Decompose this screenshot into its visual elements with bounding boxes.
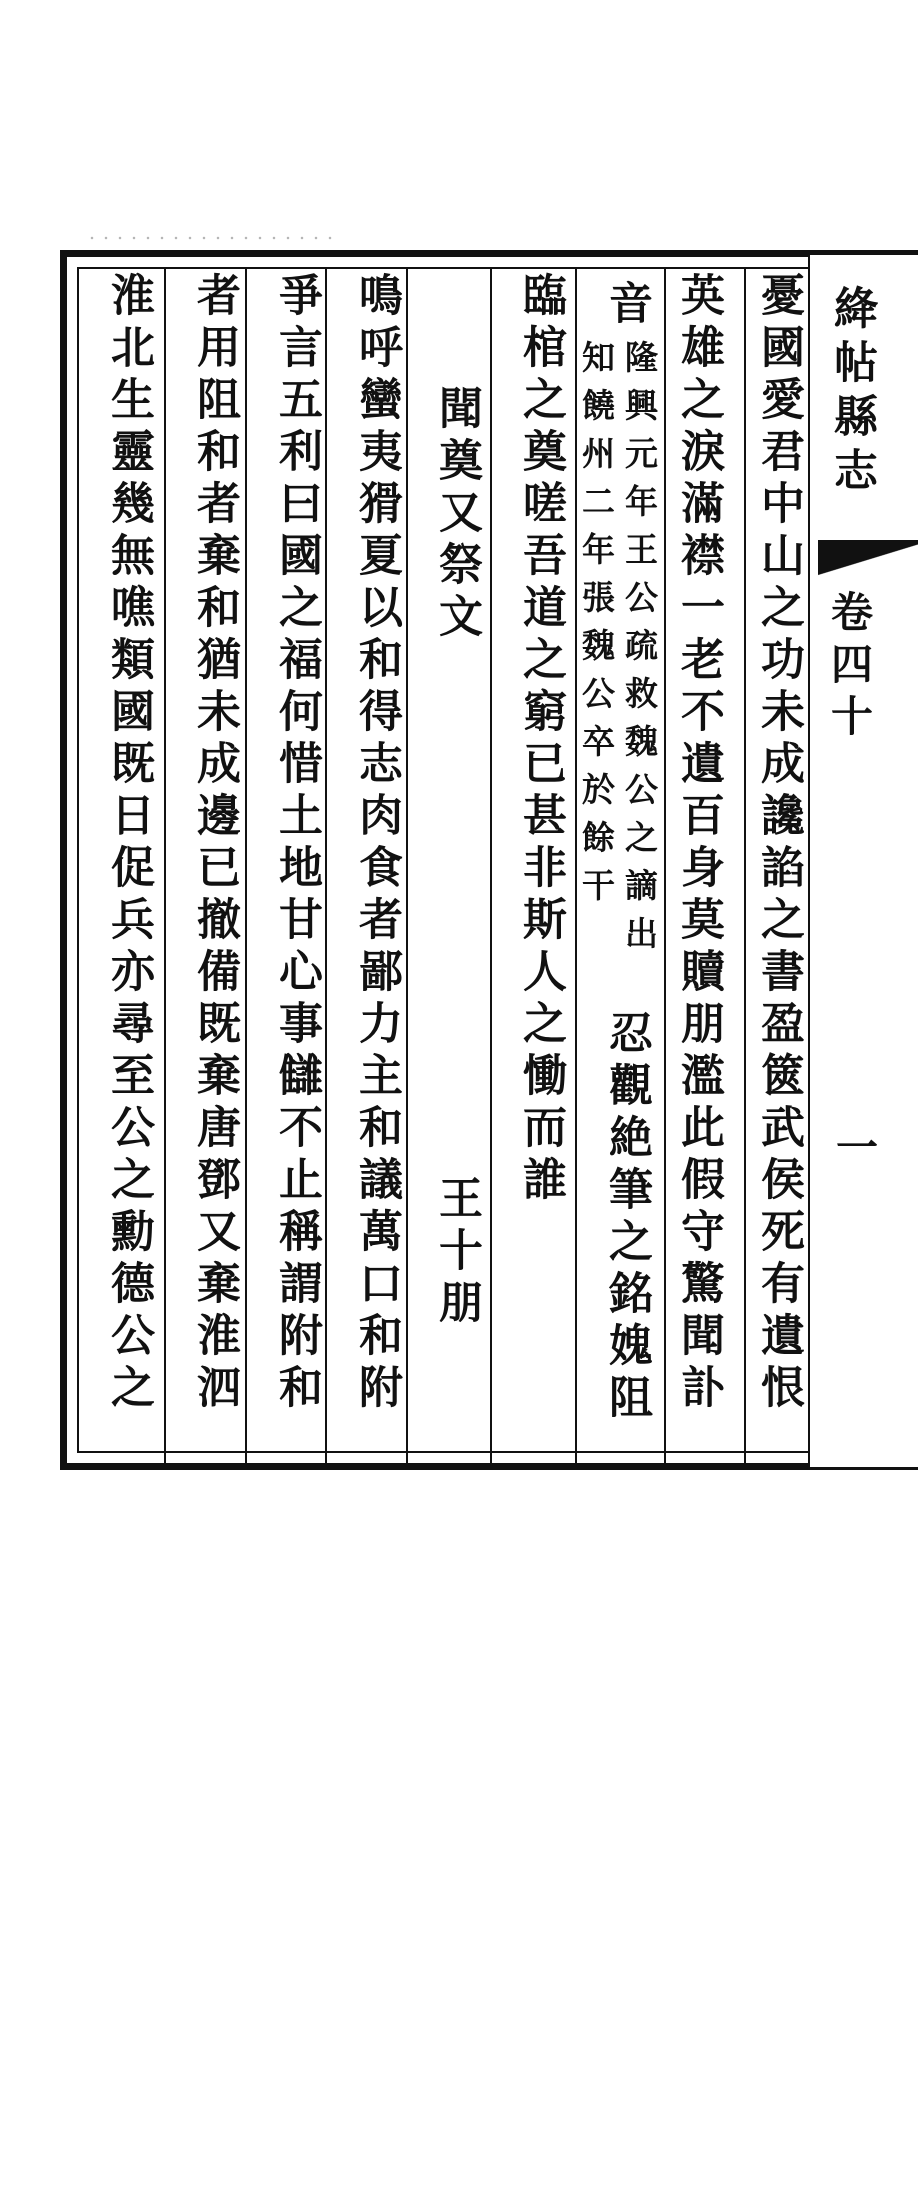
column-rule bbox=[664, 267, 666, 1465]
column-rule bbox=[490, 267, 492, 1465]
column-rule bbox=[164, 267, 166, 1465]
text-column-1: 憂國愛君中山之功未成讒諂之書盈篋武侯死有遺恨 bbox=[753, 272, 804, 1416]
column-rule bbox=[808, 267, 810, 1465]
book-title: 絳帖縣志 bbox=[826, 285, 877, 501]
text-column-9: 淮北生靈幾無噍類國既日促兵亦尋至公之勳德公之 bbox=[103, 272, 154, 1416]
essay-title: 聞奠又祭文 bbox=[431, 385, 482, 645]
text-column-7: 爭言五利曰國之福何惜土地甘心事讎不止稱謂附和 bbox=[271, 272, 322, 1416]
text-column-2: 英雄之淚滿襟一老不遺百身莫贖朋濫此假守驚聞訃 bbox=[673, 272, 724, 1416]
text-column-3-note-left: 知饒州二年張魏公卒於餘干 bbox=[577, 340, 616, 916]
page-number: 一 bbox=[830, 1125, 879, 1167]
text-column-6: 鳴呼蠻夷猾夏以和得志肉食者鄙力主和議萬口和附 bbox=[351, 272, 402, 1416]
text-column-4: 臨棺之奠嗟吾道之窮已甚非斯人之慟而誰 bbox=[515, 272, 566, 1208]
text-column-8: 者用阻和者棄和猶未成邊已撤備既棄唐鄧又棄淮泗 bbox=[189, 272, 240, 1416]
column-rule bbox=[744, 267, 746, 1465]
text-column-3-main: 音 bbox=[601, 280, 652, 332]
page-top-speckles bbox=[85, 236, 335, 240]
text-column-3-note-right: 隆興元年王公疏救魏公之謫出 bbox=[620, 340, 659, 964]
fold-black-mark bbox=[818, 540, 918, 590]
column-rule bbox=[245, 267, 247, 1465]
column-rule bbox=[406, 267, 408, 1465]
author-name: 王十朋 bbox=[431, 1175, 482, 1331]
volume-label: 卷四十 bbox=[825, 590, 874, 746]
text-column-3-tail: 忍觀絶筆之銘媿阻 bbox=[601, 1010, 652, 1426]
